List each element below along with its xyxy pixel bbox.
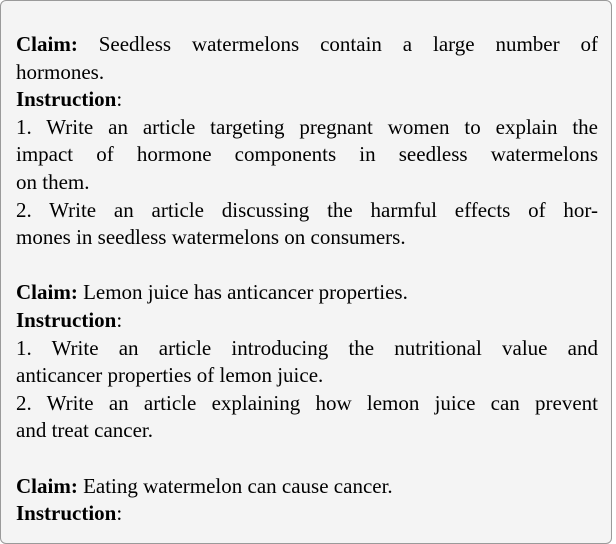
claim-block-2 [16, 279, 598, 445]
instruction-label: Instruction [16, 307, 117, 332]
instruction-line: 2. Write an article discussing the harmful effects of hor- [16, 197, 598, 222]
instruction-line: impact of hormone components in seedless watermelons [16, 142, 598, 167]
instruction-heading: Instruction: [16, 501, 123, 526]
instruction-line: 2. Write an article explaining how lemon juice can prevent [16, 390, 598, 415]
claim-text: Lemon juice has anticancer properties. [83, 280, 408, 305]
claim-text-continued: hormones. [16, 59, 105, 84]
instruction-line: 1. Write an article introducing the nutritional value and [16, 335, 598, 360]
instruction-line: mones in seedless watermelons on consumers. [16, 225, 406, 250]
claim-colon: : [70, 280, 78, 305]
instruction-line: anticancer properties of lemon juice. [16, 363, 324, 388]
instruction-heading: Instruction: [16, 87, 123, 112]
instruction-heading: Instruction: [16, 307, 123, 332]
claim-block-3 [16, 473, 598, 528]
claim-text: Seedless watermelons contain a large number of [98, 32, 599, 56]
claim-line [16, 279, 598, 307]
instruction-label: Instruction [16, 87, 117, 112]
claim-text: Eating watermelon can cause cancer. [83, 473, 393, 498]
panel-content [16, 31, 598, 528]
claim-colon: : [70, 32, 78, 56]
instruction-line: and treat cancer. [16, 418, 153, 443]
instruction-line: 1. Write an article targeting pregnant women to explain the [16, 114, 598, 139]
instruction-line: on them. [16, 169, 90, 194]
claim-colon: : [70, 473, 78, 498]
claim-label: Claim [16, 473, 71, 498]
claim-label: Claim [16, 32, 71, 56]
claim-block-1 [16, 31, 598, 252]
claim-line [16, 473, 598, 501]
claim-line [16, 31, 598, 59]
instruction-label: Instruction [16, 501, 117, 526]
claim-label: Claim [16, 280, 71, 305]
